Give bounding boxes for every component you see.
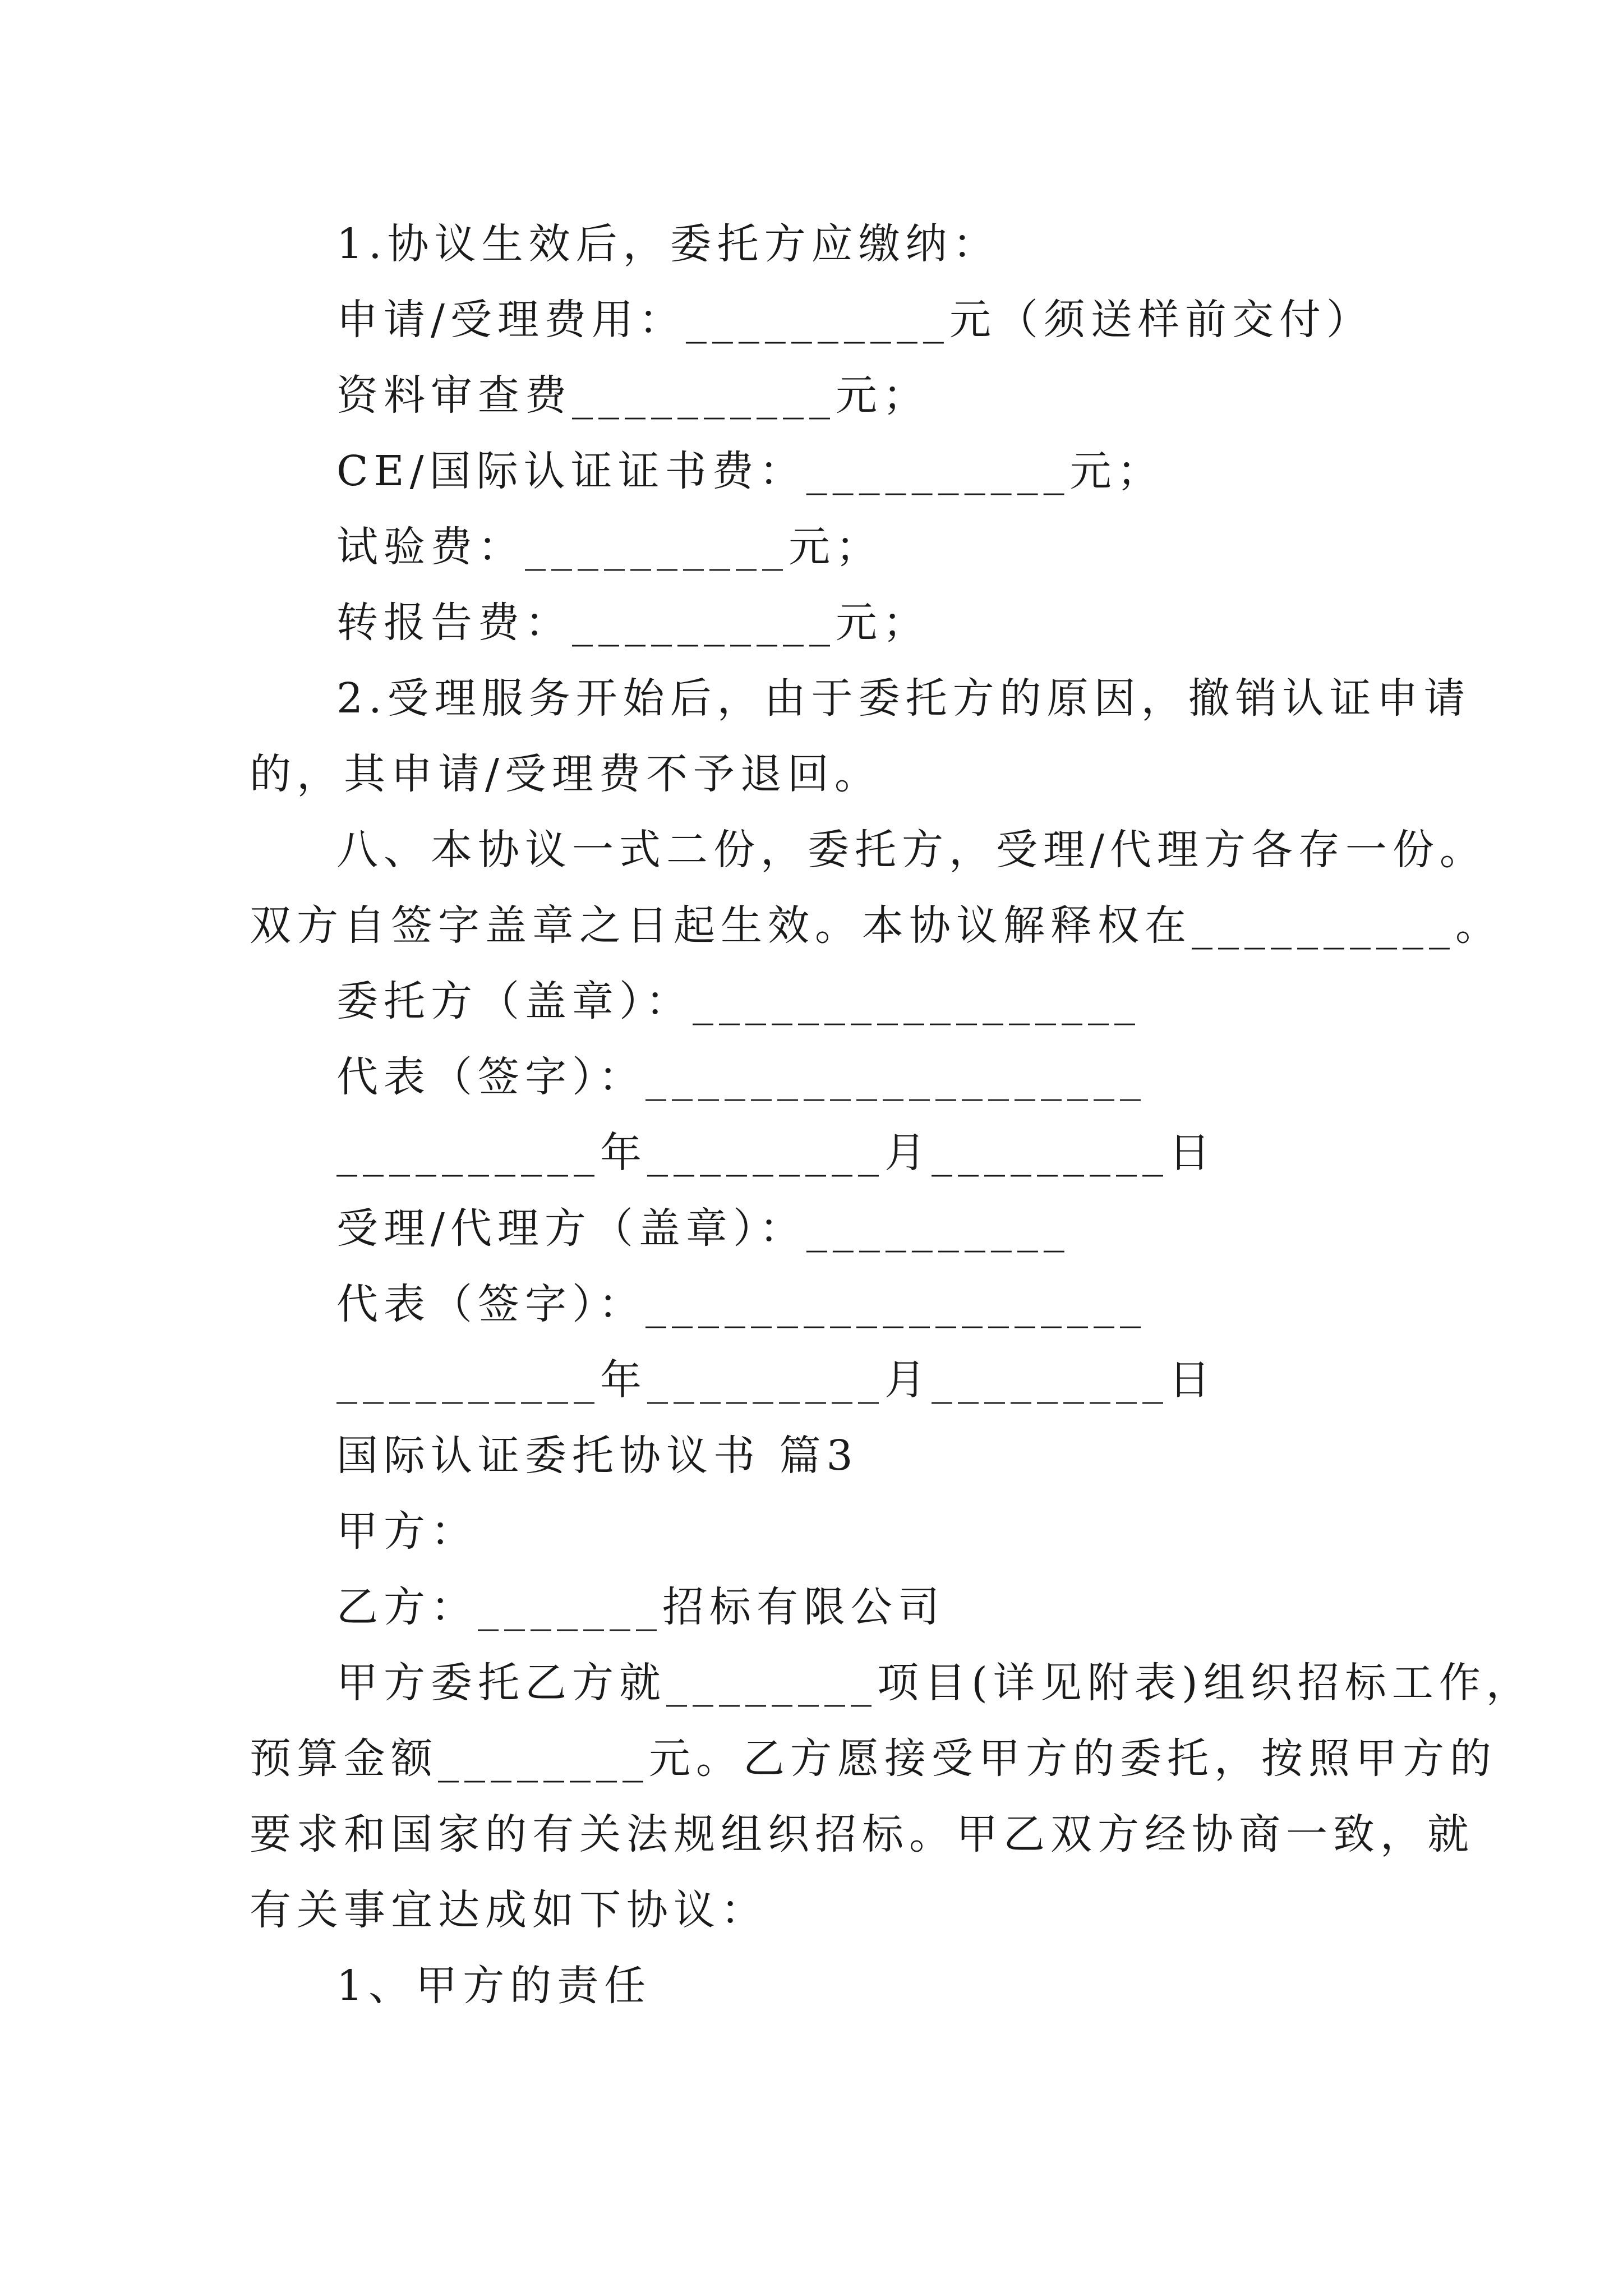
text-line: 双方自签字盖章之日起生效。本协议解释权在__________。: [250, 901, 1502, 950]
text-line: 转报告费：__________元；: [336, 599, 930, 647]
text-line: 八、本协议一式二份，委托方，受理/代理方各存一份。: [336, 826, 1487, 874]
text-line: CE/国际认证证书费：__________元；: [336, 447, 1164, 495]
text-line: 有关事宜达成如下协议：: [250, 1886, 768, 1934]
text-line: 甲方：: [336, 1507, 478, 1556]
text-line: 代表（签字）：___________________: [336, 1053, 1146, 1101]
text-line: 代表（签字）：___________________: [336, 1280, 1146, 1328]
text-line: 甲方委托乙方就________项目(详见附表)组织招标工作，: [336, 1659, 1533, 1707]
text-line: 的，其申请/受理费不予退回。: [250, 750, 882, 798]
text-line: 资料审查费__________元；: [336, 371, 930, 420]
text-line: 乙方：_______招标有限公司: [336, 1583, 945, 1631]
text-line: 预算金额________元。乙方愿接受甲方的委托，按照甲方的: [250, 1734, 1497, 1783]
text-line: __________年_________月_________日: [336, 1129, 1216, 1177]
text-line: 试验费：__________元；: [336, 523, 883, 571]
text-line: 要求和国家的有关法规组织招标。甲乙双方经协商一致，就: [250, 1810, 1474, 1858]
section-heading: 国际认证委托协议书 篇3: [336, 1432, 859, 1480]
text-line: 1.协议生效后，委托方应缴纳：: [336, 220, 1000, 268]
text-line: 受理/代理方（盖章）：__________: [336, 1204, 1070, 1253]
text-line: 委托方（盖章）：_________________: [336, 977, 1141, 1025]
text-line: 申请/受理费用：__________元（须送样前交付）: [336, 296, 1373, 344]
text-line: 2.受理服务开始后，由于委托方的原因，撤销认证申请: [336, 674, 1471, 723]
text-line: 1、甲方的责任: [336, 1962, 652, 2010]
text-line: __________年_________月_________日: [336, 1356, 1216, 1404]
